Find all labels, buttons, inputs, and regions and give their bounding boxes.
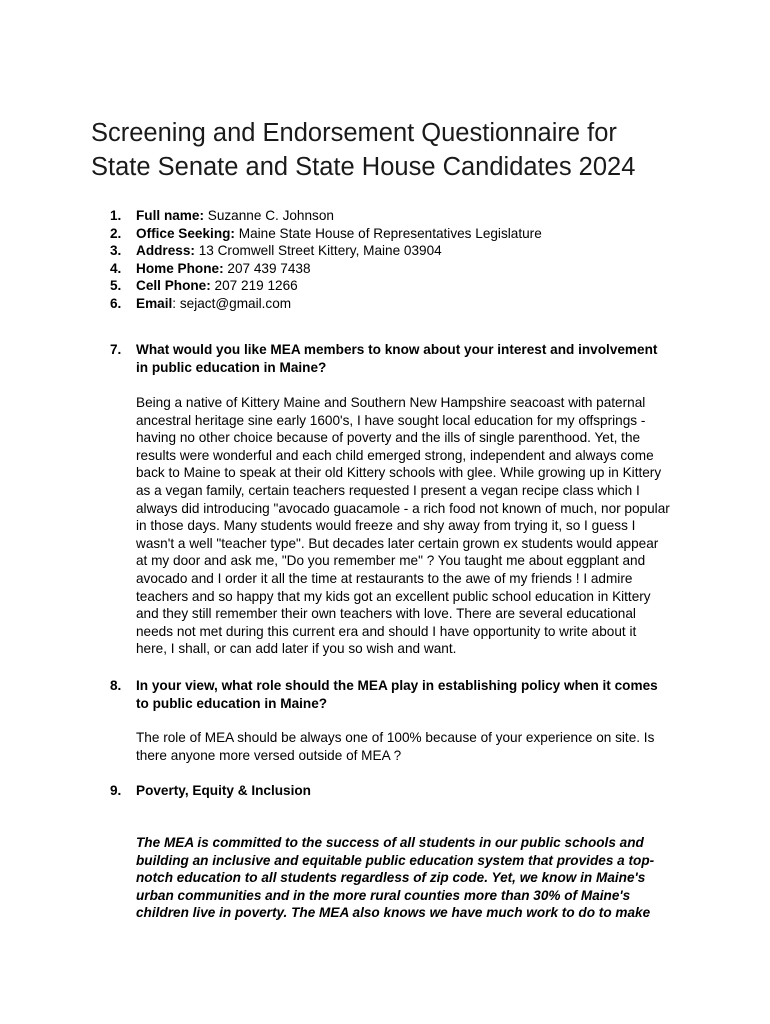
question-7-number: 7. [110, 342, 122, 357]
statement-line: The MEA is committed to the success of all students in our public schools and [136, 835, 644, 850]
answer-line: needs not met during this current era and should I have opportunity to write about it [136, 623, 637, 639]
title-line-2: State Senate and State House Candidates 2024 [91, 153, 636, 181]
question-9-number: 9. [110, 783, 122, 798]
answer-line: there anyone more versed outside of MEA ? [136, 747, 402, 763]
statement-line: children live in poverty. The MEA also knows we have much work to do to make [136, 905, 651, 921]
statement-line: urban communities and in the more rural counties more than 30% of Maine's [136, 887, 631, 903]
info-item-office-seeking: 2. Office Seeking: Maine State House of Representatives Legislature [110, 225, 542, 241]
candidate-info-list [110, 207, 710, 313]
question-7 [110, 341, 690, 376]
info-item-cell-phone: 5. Cell Phone: 207 219 1266 [110, 278, 298, 294]
info-item-address: 3. Address: 13 Cromwell Street Kittery, Maine 03904 [110, 243, 442, 259]
statement-line: notch education to all students regardless of zip code. Yet, we know in Maine's [136, 870, 646, 886]
question-9-statement [136, 834, 696, 922]
question-8-line-2: to public education in Maine? [136, 695, 328, 711]
info-item-full-name: 1. Full name: Suzanne C. Johnson [110, 208, 334, 223]
answer-line: wasn't a well "teacher type". But decades later certain grown ex students would appear [136, 535, 659, 551]
question-7-line-1: What would you like MEA members to know about your interest and involvement [136, 342, 658, 357]
question-9 [110, 782, 690, 800]
answer-8 [136, 729, 688, 764]
info-item-email: 6. Email: sejact@gmail.com [110, 295, 292, 311]
info-item-home-phone: 4. Home Phone: 207 439 7438 [110, 260, 311, 276]
answer-line: having no other choice because of poverty and the ills of single parenthood. Yet, the [136, 430, 641, 446]
answer-line: teachers and so happy that my kids got an excellent public school education in Kittery [136, 588, 651, 604]
answer-line: always did introducing "avocado guacamole - a rich food not known of much, nor popular [136, 500, 670, 516]
answer-line: The role of MEA should be always one of 100% because of your experience on site. Is [136, 730, 655, 745]
statement-line: building an inclusive and equitable public education system that provides a top- [136, 852, 655, 868]
answer-line: Being a native of Kittery Maine and Southern New Hampshire seacoast with paternal [136, 395, 646, 410]
question-7-line-2: in public education in Maine? [136, 359, 327, 375]
question-8-number: 8. [110, 678, 122, 693]
answer-line: at my door and ask me, "Do you remember me" ? You taught me about eggplant and [136, 553, 646, 569]
answer-line: back to Maine to speak at their old Kittery schools with glee. While growing up in Kittery [136, 465, 662, 481]
answer-7 [136, 394, 688, 658]
question-9-line-1: Poverty, Equity & Inclusion [136, 783, 311, 798]
question-8 [110, 677, 690, 712]
answer-line: as a vegan family, certain teachers requested I present a vegan recipe class which I [136, 482, 640, 498]
answer-line: results were wonderful and each child emerged strong, independent and always come [136, 447, 654, 463]
answer-line: ancestral heritage sine early 1600's, I have sought local education for my offsprings - [136, 412, 646, 428]
answer-line: in those days. Many students would freeze and shy away from trying it, so I guess I [136, 518, 636, 534]
answer-line: here, I shall, or can add later if you so wish and want. [136, 641, 457, 657]
page-title [91, 116, 731, 184]
title-line-1: Screening and Endorsement Questionnaire for [91, 119, 617, 147]
answer-line: and they still remember their own teachers with love. There are several educational [136, 606, 636, 622]
question-8-line-1: In your view, what role should the MEA play in establishing policy when it comes [136, 678, 658, 693]
answer-line: avocado and I order it all the time at restaurants to the awe of my friends ! I admire [136, 570, 633, 586]
